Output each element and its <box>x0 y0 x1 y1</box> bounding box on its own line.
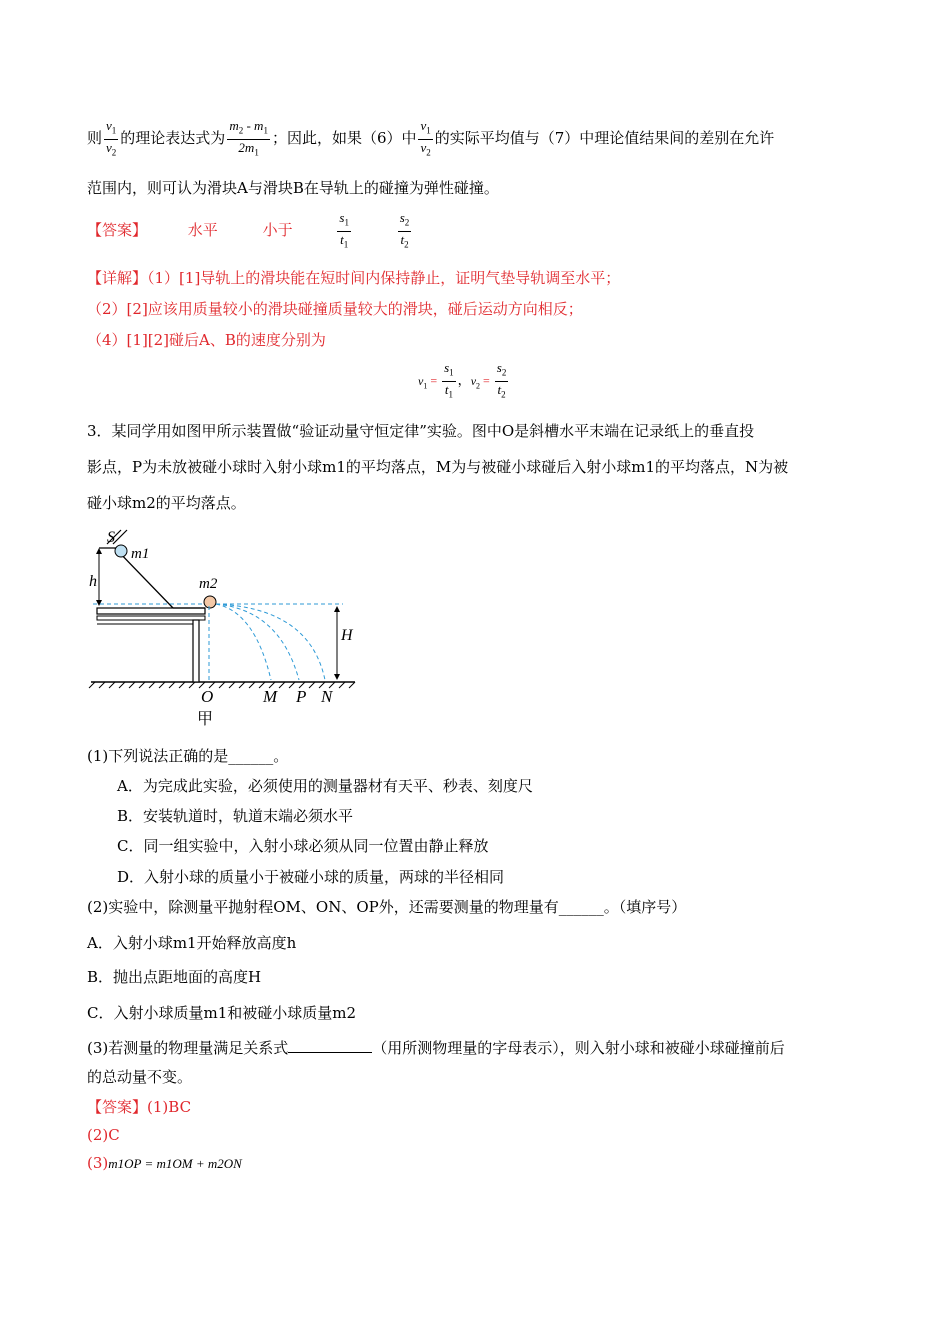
q3-sub1-option-b: B．安装轨道时，轨道末端必须水平 <box>117 807 354 825</box>
q3-sub1-option-a: A．为完成此实验，必须使用的测量器材有天平、秒表、刻度尺 <box>117 777 533 795</box>
q3-sub3-text-a: (3)若测量的物理量满足关系式 <box>87 1039 289 1057</box>
q3-answer-label: 【答案】 <box>87 1098 148 1116</box>
q3-stem-line-1: 3．某同学用如图甲所示装置做“验证动量守恒定律”实验。图中O是斜槽水平末端在记录纸上的垂直投 <box>87 422 755 440</box>
q3-answer-3-prefix: (3) <box>87 1154 109 1172</box>
s1-over-t1-fraction: $\frac{s_1}{t_1}$ <box>337 210 351 252</box>
answer-1-line <box>87 210 413 252</box>
q3-sub2: (2)实验中，除测量平抛射程OM、ON、OP外，还需要测量的物理量有______。（填序号） <box>87 898 687 916</box>
detail-line-2: （2）[2]应该用质量较小的滑块碰撞质量较大的滑块，碰后运动方向相反； <box>87 300 583 318</box>
experiment-figure <box>85 520 375 730</box>
q3-answer-2: (2)C <box>87 1126 120 1144</box>
q3-answer-3-formula: m1OP = m1OM + m2ON <box>108 1156 242 1171</box>
q3-sub2-option-b: B．抛出点距地面的高度H <box>87 968 262 986</box>
q3-sub2-option-a: A．入射小球m1开始释放高度h <box>87 934 297 952</box>
q3-sub1-option-c: C．同一组实验中，入射小球必须从同一位置由静止释放 <box>117 837 489 855</box>
q3-stem-line-3: 碰小球m2的平均落点。 <box>87 494 246 512</box>
label-m2: m2 <box>199 576 218 592</box>
text-theory-expr: 的理论表达式为 <box>120 129 226 148</box>
label-O: O <box>201 687 214 706</box>
label-m1: m1 <box>131 546 150 562</box>
detail-line-3: （4）[1][2]碰后A、B的速度分别为 <box>87 331 326 349</box>
v1-over-v2-fraction: $\frac{v_1}{v_2}$ <box>104 118 118 160</box>
text-therefore: ；因此，如果（6）中 <box>271 129 417 148</box>
v2-fraction: $\frac{s_2}{t_2}$ <box>495 360 509 402</box>
label-h: h <box>89 573 97 590</box>
figure-caption: 甲 <box>197 709 214 728</box>
q3-answer-1: (1)BC <box>147 1098 192 1116</box>
q3-sub3-line-1 <box>87 1037 785 1058</box>
q3-sub1-option-d: D．入射小球的质量小于被碰小球的质量，两球的半径相同 <box>117 868 505 886</box>
theory-expression-fraction: $\frac{m_2 - m_1}{2m_1}$ <box>227 118 270 160</box>
detail-text-1: （1）[1]导轨上的滑块能在短时间内保持静止，证明气垫导轨调至水平； <box>147 269 621 287</box>
label-S: S <box>107 529 115 546</box>
answer-level: 水平 <box>187 221 218 240</box>
q3-sub3-text-b: （用所测物理量的字母表示），则入射小球和被碰小球碰撞前后 <box>372 1039 785 1057</box>
label-N: N <box>321 687 333 706</box>
answer-label: 【答案】 <box>87 221 148 240</box>
text-ze: 则 <box>87 129 103 148</box>
q3-sub2-option-c: C．入射小球质量m1和被碰小球质量m2 <box>87 1004 357 1022</box>
q3-sub3-blank[interactable] <box>288 1052 372 1053</box>
label-H: H <box>341 627 353 644</box>
q3-answer-line-1 <box>87 1096 191 1117</box>
s2-over-t2-fraction: $\frac{s_2}{t_2}$ <box>398 210 412 252</box>
detail-label: 【详解】 <box>87 269 148 287</box>
text-actual-average: 的实际平均值与（7）中理论值结果间的差别在允许 <box>434 129 775 148</box>
label-M: M <box>263 687 278 706</box>
q3-answer-line-3 <box>87 1154 242 1172</box>
q3-sub1: (1)下列说法正确的是______。 <box>87 747 289 765</box>
prev-line-2: 范围内，则可认为滑块A与滑块B在导轨上的碰撞为弹性碰撞。 <box>87 179 499 197</box>
q3-stem-line-2: 影点，P为未放被碰小球时入射小球m1的平均落点，M为与被碰小球碰后入射小球m1的平均落点，N为被 <box>87 458 789 476</box>
v1-fraction: $\frac{s_1}{t_1}$ <box>442 360 456 402</box>
prev-line-1 <box>87 118 774 160</box>
detail-line-1 <box>87 267 620 288</box>
q3-sub3-line-2: 的总动量不变。 <box>87 1068 193 1086</box>
answer-smaller: 小于 <box>262 221 293 240</box>
v1-over-v2-fraction-2: $\frac{v_1}{v_2}$ <box>418 118 432 160</box>
label-P: P <box>296 687 307 706</box>
velocity-formulas: $v_1$ = $\frac{s_1}{t_1}$ ，$v_2$ = $\frac{s_2}{t_2}$ <box>418 360 510 402</box>
